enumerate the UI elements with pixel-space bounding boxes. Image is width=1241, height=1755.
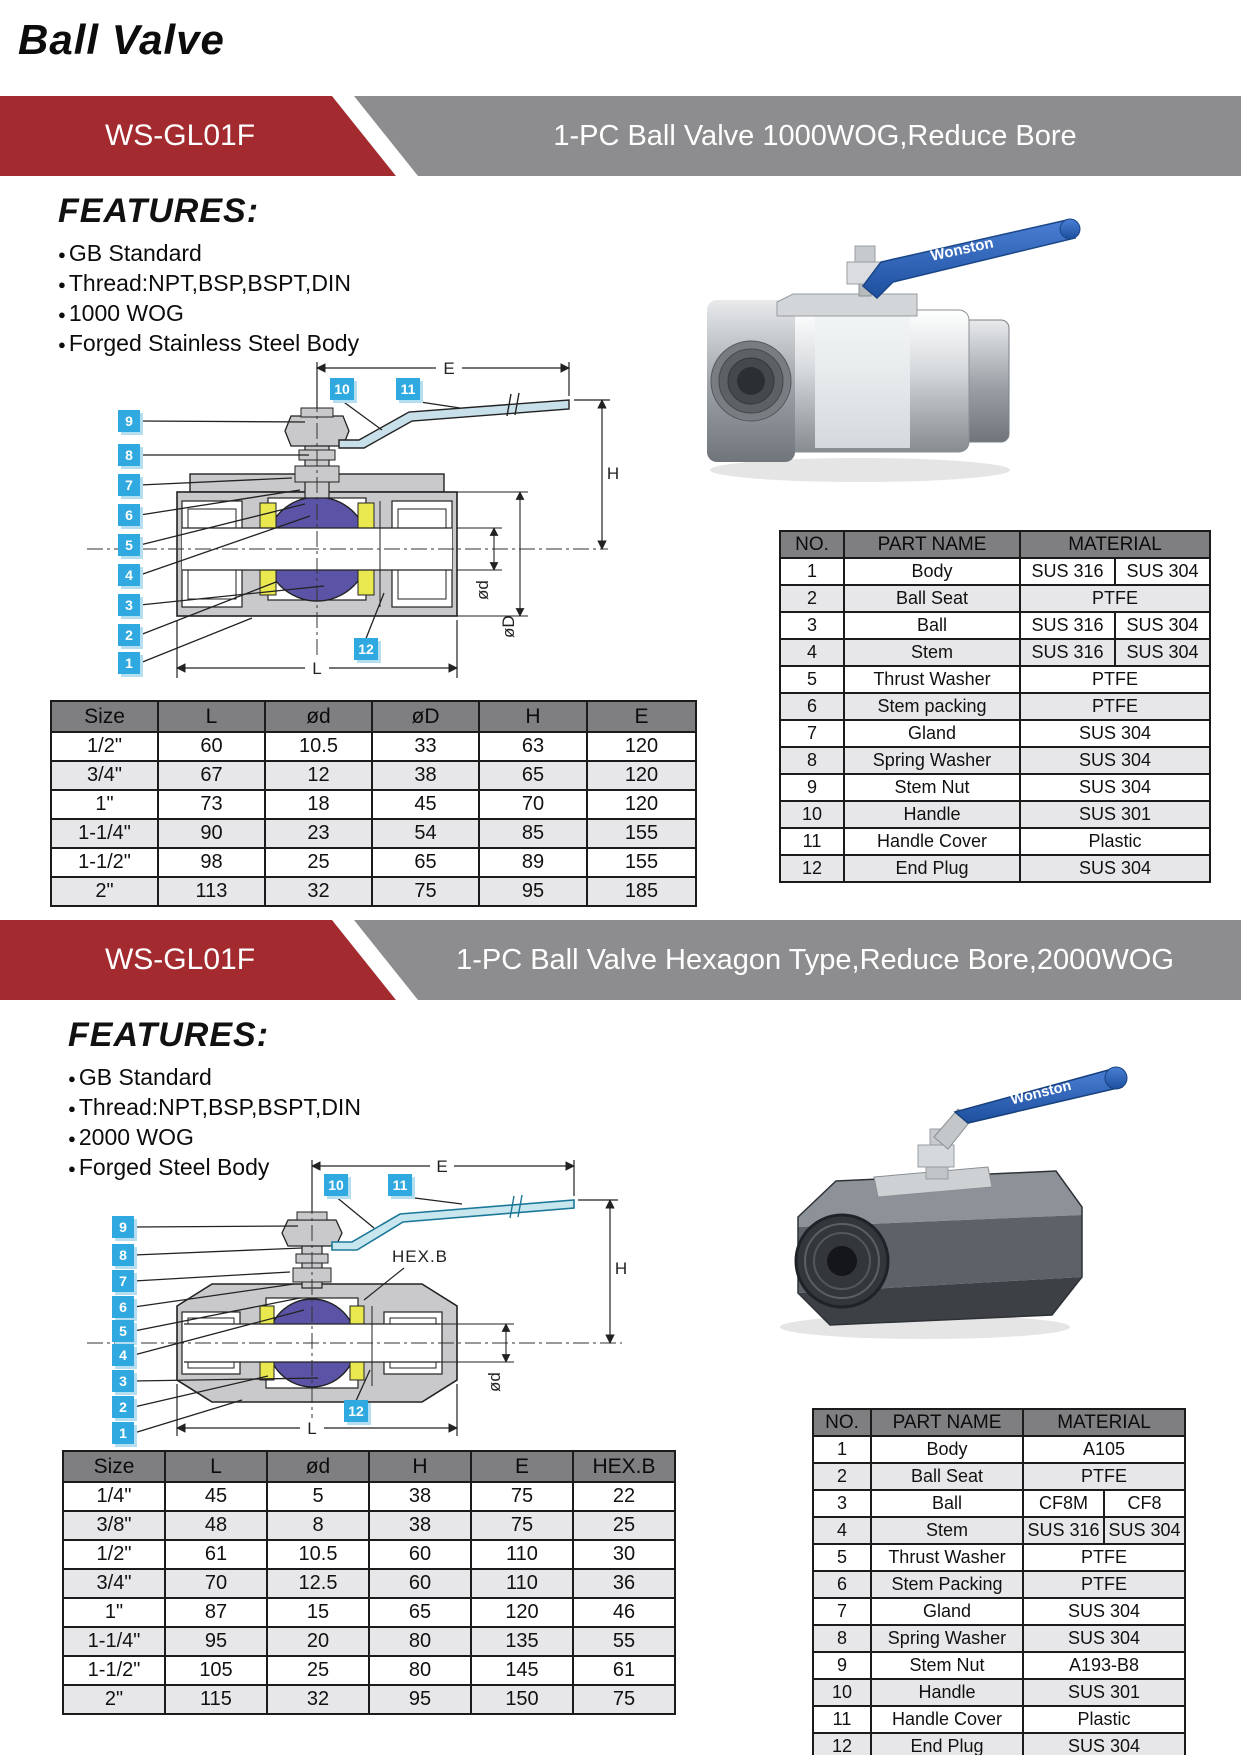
table-cell: 75 [471, 1511, 573, 1540]
table-cell: 67 [158, 761, 265, 790]
model-code: WS-GL01F [104, 943, 256, 976]
column-header: NO. [813, 1409, 871, 1436]
feature-item: ● GB Standard [68, 1063, 361, 1093]
table-cell: 145 [471, 1656, 573, 1685]
table-cell: Ball Seat [871, 1463, 1023, 1490]
table-cell: Gland [844, 720, 1020, 747]
table-cell: 65 [372, 848, 479, 877]
table-cell: 61 [573, 1656, 675, 1685]
column-header: NO. [780, 531, 844, 558]
table-cell: Stem Nut [871, 1652, 1023, 1679]
table-cell: 4 [813, 1517, 871, 1544]
svg-text:12: 12 [348, 1403, 364, 1419]
table-cell: 1 [813, 1436, 871, 1463]
table-cell: 75 [372, 877, 479, 906]
column-header: ød [267, 1451, 369, 1482]
table-cell: CF8 [1104, 1490, 1185, 1517]
valve-cross-section-diagram-2 [62, 1138, 662, 1448]
table-row [813, 1706, 1185, 1733]
table-row [51, 790, 696, 819]
table-cell: 2" [51, 877, 158, 906]
table-cell: 5 [813, 1544, 871, 1571]
dim-h [578, 1200, 618, 1343]
table-cell: Spring Washer [844, 747, 1020, 774]
table-row [813, 1463, 1185, 1490]
table-cell: 89 [479, 848, 587, 877]
column-header: øD [372, 701, 479, 732]
table-cell: 61 [165, 1540, 267, 1569]
column-header: L [158, 701, 265, 732]
feature-item: ● Thread:NPT,BSP,BSPT,DIN [58, 269, 359, 299]
table-cell: Plastic [1023, 1706, 1185, 1733]
table-cell: End Plug [871, 1733, 1023, 1755]
table-cell: Body [871, 1436, 1023, 1463]
table-cell: SUS 316 [1020, 612, 1115, 639]
table-cell: 6 [780, 693, 844, 720]
table-cell: CF8M [1023, 1490, 1104, 1517]
table-cell: 1-1/2" [51, 848, 158, 877]
handle [863, 220, 1075, 298]
banner-title: 1-PC Ball Valve Hexagon Type,Reduce Bore,2000WOG [456, 943, 1174, 976]
table-cell: 1/4" [63, 1482, 165, 1511]
dim-label-l: L [312, 659, 322, 678]
feature-item: ● 2000 WOG [68, 1123, 361, 1153]
header-row [51, 701, 696, 732]
table-cell: Handle Cover [871, 1706, 1023, 1733]
table-cell: 10.5 [265, 732, 372, 761]
table-row [780, 666, 1210, 693]
table-cell: 80 [369, 1656, 471, 1685]
feature-item: ● Thread:NPT,BSP,BSPT,DIN [68, 1093, 361, 1123]
table-row [780, 612, 1210, 639]
dim-label-e: E [436, 1157, 448, 1176]
table-row [780, 720, 1210, 747]
feature-item: ● Forged Stainless Steel Body [58, 329, 359, 359]
table-cell: 95 [165, 1627, 267, 1656]
table-cell: Plastic [1020, 828, 1210, 855]
table-cell: 80 [369, 1627, 471, 1656]
table-cell: PTFE [1023, 1463, 1185, 1490]
svg-text:7: 7 [125, 477, 133, 493]
table-row [63, 1511, 675, 1540]
table-cell: SUS 316 [1020, 558, 1115, 585]
table-row [780, 855, 1210, 882]
table-cell: Stem Nut [844, 774, 1020, 801]
table-cell: 30 [573, 1540, 675, 1569]
svg-text:1: 1 [125, 655, 133, 671]
svg-text:5: 5 [125, 537, 133, 553]
table-cell: 2 [813, 1463, 871, 1490]
table-row [780, 585, 1210, 612]
table-cell: PTFE [1020, 585, 1210, 612]
table-row [813, 1571, 1185, 1598]
table-cell: 8 [813, 1625, 871, 1652]
table-row [780, 747, 1210, 774]
svg-text:3: 3 [119, 1373, 127, 1389]
svg-text:1: 1 [119, 1425, 127, 1441]
header-row [63, 1451, 675, 1482]
table-cell: 113 [158, 877, 265, 906]
table-cell: 7 [813, 1598, 871, 1625]
column-header: ød [265, 701, 372, 732]
table-cell: 1" [51, 790, 158, 819]
svg-text:3: 3 [125, 597, 133, 613]
table-cell: 23 [265, 819, 372, 848]
table-cell: 32 [267, 1685, 369, 1714]
handle-drawing [332, 1200, 574, 1250]
mounting-bracket [777, 294, 917, 316]
table-row [63, 1627, 675, 1656]
dim-label-d: ød [473, 580, 492, 600]
table-cell: SUS 304 [1115, 558, 1210, 585]
svg-text:2: 2 [119, 1399, 127, 1415]
table-cell: 1-1/2" [63, 1656, 165, 1685]
table-cell: SUS 304 [1023, 1733, 1185, 1755]
table-cell: Thrust Washer [871, 1544, 1023, 1571]
table-cell: 6 [813, 1571, 871, 1598]
svg-text:4: 4 [125, 567, 133, 583]
table-cell: 25 [265, 848, 372, 877]
table-cell: 60 [369, 1540, 471, 1569]
table-row [813, 1652, 1185, 1679]
table-cell: SUS 301 [1020, 801, 1210, 828]
table-cell: 110 [471, 1569, 573, 1598]
table-cell: 3/8" [63, 1511, 165, 1540]
table-cell: 18 [265, 790, 372, 819]
table-cell: PTFE [1023, 1544, 1185, 1571]
table-cell: 120 [587, 761, 696, 790]
product-photo-1 [665, 198, 1105, 490]
svg-text:11: 11 [400, 381, 416, 397]
table-cell: PTFE [1020, 666, 1210, 693]
table-cell: A193-B8 [1023, 1652, 1185, 1679]
table-cell: 8 [267, 1511, 369, 1540]
table-cell: PTFE [1023, 1571, 1185, 1598]
column-header: H [479, 701, 587, 732]
table-cell: 10 [813, 1679, 871, 1706]
svg-text:8: 8 [119, 1247, 127, 1263]
table-cell: SUS 301 [1023, 1679, 1185, 1706]
svg-text:12: 12 [358, 641, 374, 657]
table-row [780, 693, 1210, 720]
table-cell: 75 [573, 1685, 675, 1714]
table-cell: Stem Packing [871, 1571, 1023, 1598]
model-code: WS-GL01F [104, 119, 256, 152]
table-cell: 1-1/4" [51, 819, 158, 848]
table-row [51, 848, 696, 877]
table-cell: SUS 316 [1023, 1517, 1104, 1544]
table-cell: 15 [267, 1598, 369, 1627]
table-cell: 54 [372, 819, 479, 848]
table-cell: 7 [780, 720, 844, 747]
table-cell: 32 [265, 877, 372, 906]
table-cell: 155 [587, 819, 696, 848]
table-row [813, 1733, 1185, 1755]
header-row [780, 531, 1210, 558]
table-row [780, 774, 1210, 801]
table-row [813, 1679, 1185, 1706]
table-cell: 48 [165, 1511, 267, 1540]
table-cell: 8 [780, 747, 844, 774]
table-cell: 150 [471, 1685, 573, 1714]
table-row [813, 1598, 1185, 1625]
valve-body-drawing [177, 393, 569, 616]
table-cell: 98 [158, 848, 265, 877]
table-cell: 46 [573, 1598, 675, 1627]
feature-item: ● GB Standard [58, 239, 359, 269]
table-cell: 63 [479, 732, 587, 761]
section1-banner [0, 96, 1241, 176]
table-cell: A105 [1023, 1436, 1185, 1463]
table-cell: Handle [844, 801, 1020, 828]
dim-label-dd: øD [499, 615, 518, 638]
table-cell: Spring Washer [871, 1625, 1023, 1652]
dim-label-d: ød [485, 1372, 504, 1392]
table-cell: Stem packing [844, 693, 1020, 720]
svg-text:8: 8 [125, 447, 133, 463]
table-cell: Ball [844, 612, 1020, 639]
table-cell: 115 [165, 1685, 267, 1714]
table-cell: 3 [780, 612, 844, 639]
table-row [63, 1685, 675, 1714]
table-row [780, 828, 1210, 855]
svg-text:9: 9 [125, 413, 133, 429]
dim-label-h: H [606, 464, 620, 483]
table-cell: 3/4" [63, 1569, 165, 1598]
banner-title: 1-PC Ball Valve 1000WOG,Reduce Bore [553, 119, 1077, 152]
hexb-label: HEX.B [392, 1247, 449, 1266]
column-header: PART NAME [871, 1409, 1023, 1436]
table-cell: 45 [372, 790, 479, 819]
column-header: L [165, 1451, 267, 1482]
product-photo-2 [750, 1025, 1160, 1345]
table-cell: SUS 304 [1020, 747, 1210, 774]
handle-brand-text: Wonston [929, 234, 996, 265]
features-heading: FEATURES: [58, 192, 260, 230]
table-row [813, 1436, 1185, 1463]
column-header: H [369, 1451, 471, 1482]
column-header: PART NAME [844, 531, 1020, 558]
table-cell: Stem [844, 639, 1020, 666]
svg-text:10: 10 [328, 1177, 344, 1193]
table-cell: 33 [372, 732, 479, 761]
table-cell: 3 [813, 1490, 871, 1517]
table-row [813, 1517, 1185, 1544]
table-cell: End Plug [844, 855, 1020, 882]
table-cell: SUS 304 [1020, 720, 1210, 747]
table-cell: 120 [471, 1598, 573, 1627]
table-cell: 2 [780, 585, 844, 612]
table-row [51, 761, 696, 790]
table-row [780, 558, 1210, 585]
table-cell: 65 [479, 761, 587, 790]
table-cell: 38 [369, 1482, 471, 1511]
table-cell: 120 [587, 732, 696, 761]
valve-cross-section-diagram-1 [62, 338, 622, 698]
table-row [813, 1544, 1185, 1571]
feature-item: ● Forged Steel Body [68, 1153, 361, 1183]
table-cell: 10 [780, 801, 844, 828]
table-cell: SUS 304 [1104, 1517, 1185, 1544]
column-header: E [471, 1451, 573, 1482]
features-heading: FEATURES: [68, 1016, 270, 1054]
table-cell: 3/4" [51, 761, 158, 790]
table-cell: 9 [813, 1652, 871, 1679]
table-cell: SUS 304 [1115, 612, 1210, 639]
table-cell: 5 [780, 666, 844, 693]
table-row [63, 1598, 675, 1627]
table-cell: 12 [265, 761, 372, 790]
table-cell: 135 [471, 1627, 573, 1656]
table-cell: SUS 304 [1115, 639, 1210, 666]
table-cell: 11 [813, 1706, 871, 1733]
table-row [780, 639, 1210, 666]
table-cell: SUS 304 [1023, 1625, 1185, 1652]
features-block-1 [58, 192, 359, 359]
header-row [813, 1409, 1185, 1436]
svg-text:2: 2 [125, 627, 133, 643]
dim-label-h: H [614, 1259, 628, 1278]
table-cell: 1-1/4" [63, 1627, 165, 1656]
table-cell: 70 [479, 790, 587, 819]
table-cell: SUS 316 [1020, 639, 1115, 666]
table-cell: 95 [479, 877, 587, 906]
table-cell: 55 [573, 1627, 675, 1656]
table-cell: 20 [267, 1627, 369, 1656]
table-cell: 45 [165, 1482, 267, 1511]
table-cell: 11 [780, 828, 844, 855]
section2-banner [0, 920, 1241, 1000]
table-cell: 73 [158, 790, 265, 819]
svg-text:6: 6 [119, 1299, 127, 1315]
table-cell: 36 [573, 1569, 675, 1598]
table-cell: 75 [471, 1482, 573, 1511]
table-cell: 90 [158, 819, 265, 848]
parts-table-2 [812, 1408, 1186, 1755]
column-header: MATERIAL [1020, 531, 1210, 558]
feature-item: ● 1000 WOG [58, 299, 359, 329]
table-cell: SUS 304 [1023, 1598, 1185, 1625]
table-cell: 60 [369, 1569, 471, 1598]
column-header: E [587, 701, 696, 732]
table-cell: Ball [871, 1490, 1023, 1517]
table-row [51, 877, 696, 906]
svg-text:6: 6 [125, 507, 133, 523]
size-table-1 [50, 700, 697, 907]
table-cell: 105 [165, 1656, 267, 1685]
table-cell: SUS 304 [1020, 855, 1210, 882]
table-row [51, 732, 696, 761]
column-header: HEX.B [573, 1451, 675, 1482]
table-cell: 5 [267, 1482, 369, 1511]
svg-text:11: 11 [392, 1177, 408, 1193]
table-cell: 1/2" [63, 1540, 165, 1569]
page-title: Ball Valve [18, 16, 225, 63]
svg-text:10: 10 [334, 381, 350, 397]
table-cell: 4 [780, 639, 844, 666]
table-cell: Gland [871, 1598, 1023, 1625]
table-row [63, 1656, 675, 1685]
table-cell: 38 [372, 761, 479, 790]
table-cell: 1" [63, 1598, 165, 1627]
table-cell: 25 [267, 1656, 369, 1685]
dim-h [574, 400, 610, 549]
table-cell: 85 [479, 819, 587, 848]
table-cell: 155 [587, 848, 696, 877]
table-cell: 1/2" [51, 732, 158, 761]
table-row [813, 1490, 1185, 1517]
dim-label-l: L [307, 1419, 317, 1438]
table-cell: 12 [813, 1733, 871, 1755]
svg-text:5: 5 [119, 1323, 127, 1339]
table-cell: 22 [573, 1482, 675, 1511]
table-cell: SUS 304 [1020, 774, 1210, 801]
table-row [63, 1482, 675, 1511]
table-cell: 60 [158, 732, 265, 761]
dim-dd [457, 492, 528, 616]
table-cell: 12 [780, 855, 844, 882]
table-cell: 10.5 [267, 1540, 369, 1569]
column-header: MATERIAL [1023, 1409, 1185, 1436]
table-cell: 95 [369, 1685, 471, 1714]
column-header: Size [63, 1451, 165, 1482]
table-cell: Handle Cover [844, 828, 1020, 855]
table-cell: 25 [573, 1511, 675, 1540]
table-cell: 9 [780, 774, 844, 801]
table-cell: Stem [871, 1517, 1023, 1544]
table-cell: PTFE [1020, 693, 1210, 720]
table-cell: Body [844, 558, 1020, 585]
table-row [780, 801, 1210, 828]
table-row [51, 819, 696, 848]
dim-label-e: E [443, 359, 455, 378]
table-row [63, 1569, 675, 1598]
column-header: Size [51, 701, 158, 732]
parts-table-1 [779, 530, 1211, 883]
table-cell: 70 [165, 1569, 267, 1598]
table-cell: 120 [587, 790, 696, 819]
table-row [63, 1540, 675, 1569]
svg-text:9: 9 [119, 1219, 127, 1235]
table-cell: 12.5 [267, 1569, 369, 1598]
table-cell: Thrust Washer [844, 666, 1020, 693]
table-cell: 185 [587, 877, 696, 906]
table-cell: 65 [369, 1598, 471, 1627]
table-cell: 110 [471, 1540, 573, 1569]
table-cell: 38 [369, 1511, 471, 1540]
table-cell: 1 [780, 558, 844, 585]
table-cell: Ball Seat [844, 585, 1020, 612]
size-table-2 [62, 1450, 676, 1715]
table-cell: Handle [871, 1679, 1023, 1706]
svg-text:7: 7 [119, 1273, 127, 1289]
handle-brand-text: Wonston [1009, 1077, 1073, 1109]
svg-text:4: 4 [119, 1347, 127, 1363]
table-row [813, 1625, 1185, 1652]
table-cell: 2" [63, 1685, 165, 1714]
table-cell: 87 [165, 1598, 267, 1627]
